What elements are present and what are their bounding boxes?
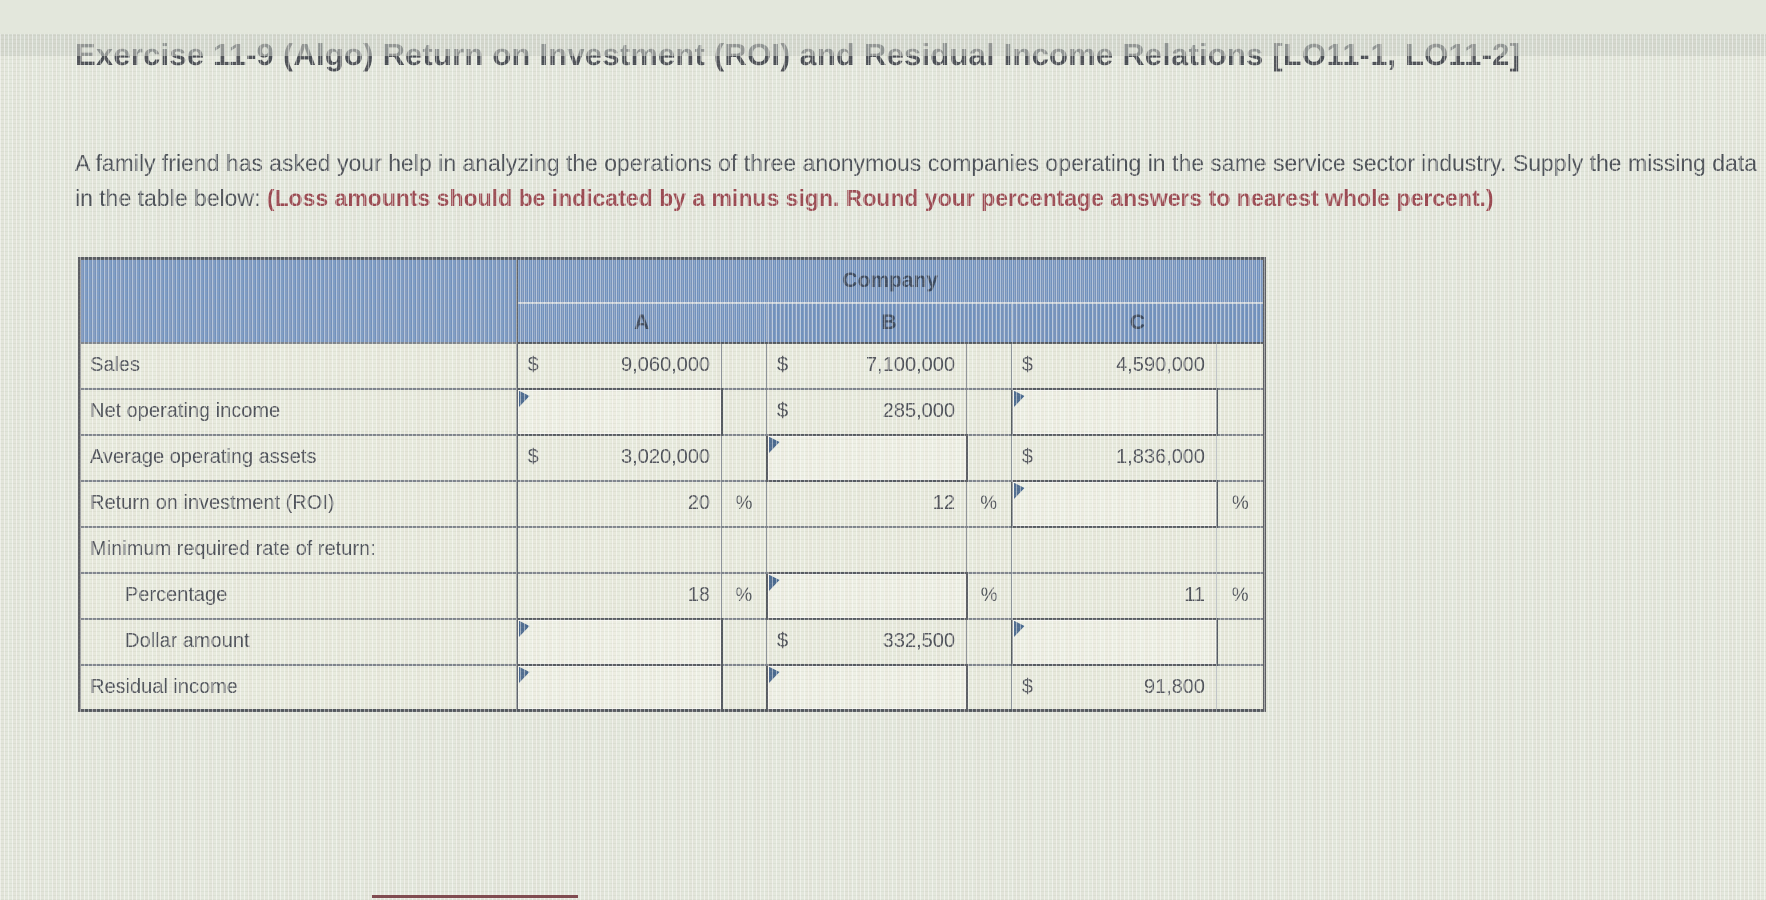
input-dollar-amount-c[interactable] [1012, 619, 1217, 665]
cell-value: 285,000 [882, 400, 955, 422]
cell-value: 9,060,000 [621, 354, 710, 376]
instructions-paragraph [75, 146, 1766, 215]
percent-cell [722, 665, 767, 711]
row-label: Dollar amount [80, 619, 517, 665]
cell-value: 332,500 [882, 630, 955, 652]
input-marker-icon [519, 621, 530, 638]
table-row-return-on-investment [80, 481, 1265, 527]
input-marker-icon [769, 437, 780, 454]
percent-cell [722, 435, 767, 481]
dollar-sign: $ [777, 354, 789, 376]
table-row-residual-income [80, 665, 1265, 711]
input-residual-income-b[interactable] [767, 665, 967, 711]
row-label: Minimum required rate of return: [80, 527, 517, 573]
cell-value: 12 [932, 492, 955, 514]
percent-cell [1217, 619, 1265, 665]
input-marker-icon [1014, 391, 1025, 408]
input-net-operating-income-c[interactable] [1012, 389, 1217, 435]
row-label: Sales [80, 343, 517, 389]
cell-value: 11 [1184, 584, 1205, 606]
table-row-sales [80, 343, 1265, 389]
value-cell [767, 619, 967, 665]
dollar-sign: $ [1022, 446, 1034, 468]
cell-value: 20 [687, 492, 710, 514]
percent-cell [967, 389, 1012, 435]
value-cell [1012, 343, 1217, 389]
percent-cell [967, 619, 1012, 665]
row-label: Percentage [80, 573, 517, 619]
percent-cell [967, 527, 1012, 573]
value-cell [1012, 435, 1217, 481]
percent-cell [967, 343, 1012, 389]
company-header: Company [517, 259, 1265, 303]
value-cell [517, 481, 722, 527]
cell-value: 18 [687, 584, 710, 606]
input-dollar-amount-a[interactable] [517, 619, 722, 665]
percent-cell: % [722, 573, 767, 619]
percent-cell [722, 389, 767, 435]
column-header-a: A [517, 303, 767, 343]
photo-artifact-line [372, 895, 578, 898]
column-header-b: B [767, 303, 1012, 343]
corner-header-cell [80, 259, 517, 343]
table-row-average-operating-assets [80, 435, 1265, 481]
input-marker-icon [519, 391, 530, 408]
value-cell [517, 573, 722, 619]
input-marker-icon [519, 667, 530, 684]
dollar-sign: $ [777, 630, 789, 652]
row-label: Average operating assets [80, 435, 517, 481]
percent-cell [722, 527, 767, 573]
value-cell [517, 343, 722, 389]
percent-cell [1217, 389, 1265, 435]
cell-value: 4,590,000 [1116, 354, 1205, 376]
value-cell [767, 343, 967, 389]
column-header-c: C [1012, 303, 1265, 343]
percent-cell: % [967, 481, 1012, 527]
percent-cell: % [1217, 573, 1265, 619]
value-cell [1012, 573, 1217, 619]
cell-value: 1,836,000 [1116, 446, 1205, 468]
percent-cell [1217, 665, 1265, 711]
value-cell [1012, 665, 1217, 711]
input-marker-icon [1014, 621, 1025, 638]
percent-cell [1217, 527, 1265, 573]
table-row-minimum-required-rate [80, 527, 1265, 573]
percent-cell: % [1217, 481, 1265, 527]
percent-cell: % [722, 481, 767, 527]
value-cell [517, 435, 722, 481]
dollar-sign: $ [1022, 675, 1034, 698]
row-label: Residual income [80, 665, 517, 711]
percent-cell [1217, 435, 1265, 481]
instructions-text: A family friend has asked your help in analyzing the operations of three anonymous companies operating in the same service sector industry. Supply the missing data in the table below: [75, 150, 1758, 211]
input-marker-icon [1014, 483, 1025, 500]
percent-cell [967, 665, 1012, 711]
value-cell [767, 389, 967, 435]
cell-value: 91,800 [1143, 675, 1205, 698]
row-label: Net operating income [80, 389, 517, 435]
percent-cell [967, 435, 1012, 481]
dollar-sign: $ [527, 446, 539, 468]
table-row-net-operating-income [80, 389, 1265, 435]
percent-cell: % [967, 573, 1012, 619]
input-roi-c[interactable] [1012, 481, 1217, 527]
company-header-row [80, 259, 1265, 303]
value-cell [767, 481, 967, 527]
input-percentage-b[interactable] [767, 573, 967, 619]
table-row-percentage [80, 573, 1265, 619]
input-marker-icon [769, 667, 780, 684]
cell-value: 7,100,000 [866, 354, 955, 376]
row-label: Return on investment (ROI) [80, 481, 517, 527]
empty-cell [1012, 527, 1217, 573]
input-average-operating-assets-b[interactable] [767, 435, 967, 481]
instructions-emphasis: (Loss amounts should be indicated by a minus sign. Round your percentage answers to nearest whole percent.) [266, 184, 1494, 211]
percent-cell [722, 619, 767, 665]
input-residual-income-a[interactable] [517, 665, 722, 711]
screen-top-band [0, 34, 1766, 56]
input-marker-icon [769, 575, 780, 592]
input-net-operating-income-a[interactable] [517, 389, 722, 435]
cell-value: 3,020,000 [621, 446, 710, 468]
percent-cell [1217, 343, 1265, 389]
percent-cell [722, 343, 767, 389]
dollar-sign: $ [1022, 354, 1034, 376]
empty-cell [517, 527, 722, 573]
empty-cell [767, 527, 967, 573]
table-row-dollar-amount [80, 619, 1265, 665]
roi-data-table [78, 257, 1266, 712]
dollar-sign: $ [527, 354, 539, 376]
dollar-sign: $ [777, 400, 789, 422]
